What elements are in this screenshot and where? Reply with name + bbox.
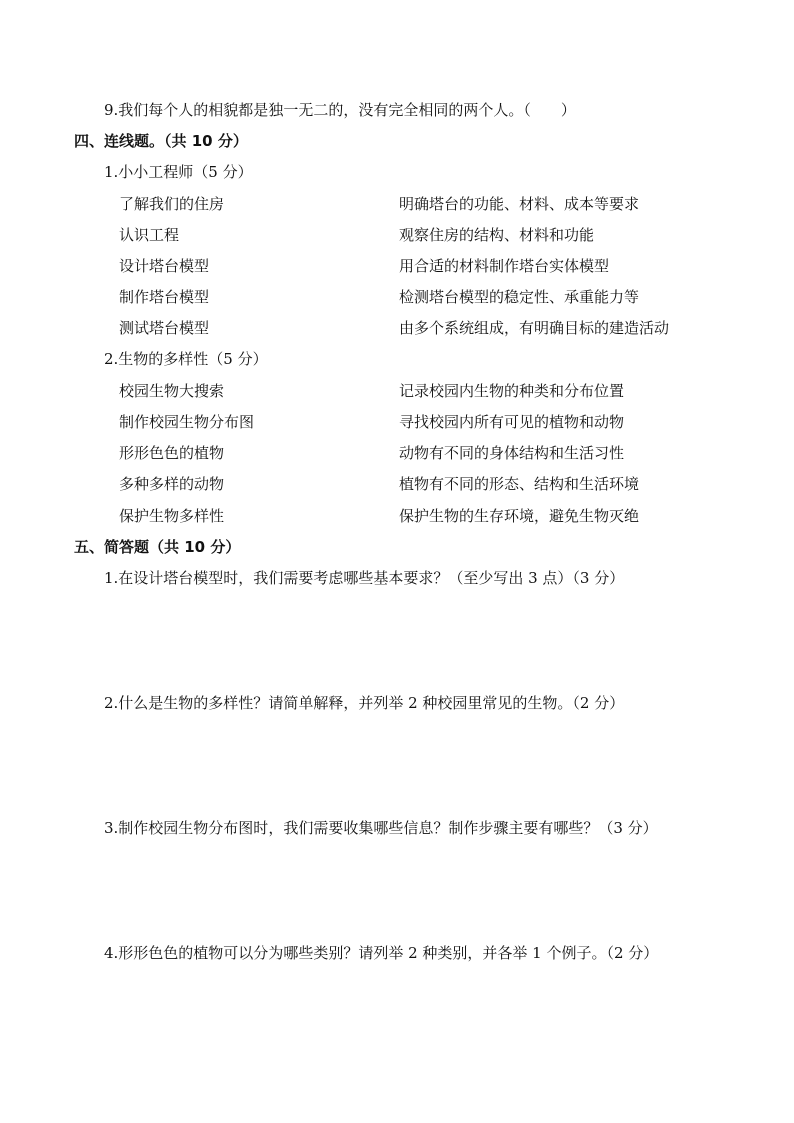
match-left-item: 制作塔台模型 — [119, 288, 210, 306]
match-left-item: 形形色色的植物 — [119, 444, 225, 462]
match-right-item: 由多个系统组成，有明确目标的建造活动 — [399, 319, 670, 337]
match-left-item: 多种多样的动物 — [119, 475, 225, 493]
match-left-item: 测试塔台模型 — [119, 319, 210, 337]
match-left-item: 设计塔台模型 — [119, 257, 210, 275]
short-answer-question-2: 2.什么是生物的多样性？请简单解释，并列举 2 种校园里常见的生物。（2 分） — [104, 694, 625, 712]
section-4-title: 四、连线题。（共 10 分） — [74, 132, 248, 150]
section-5-title: 五、简答题（共 10 分） — [74, 538, 241, 556]
match-right-item: 观察住房的结构、材料和功能 — [399, 226, 595, 244]
match-left-item: 了解我们的住房 — [119, 195, 225, 213]
short-answer-question-4: 4.形形色色的植物可以分为哪些类别？请列举 2 种类别，并各举 1 个例子。（2 分） — [104, 944, 659, 962]
match-left-item: 认识工程 — [119, 226, 180, 244]
matching-part-1-title: 1.小小工程师（5 分） — [104, 163, 253, 181]
match-left-item: 校园生物大搜索 — [119, 382, 225, 400]
true-false-item-9: 9.我们每个人的相貌都是独一无二的，没有完全相同的两个人。（ ） — [104, 101, 576, 119]
match-right-item: 保护生物的生存环境，避免生物灭绝 — [399, 507, 640, 525]
match-left-item: 保护生物多样性 — [119, 507, 225, 525]
match-right-item: 明确塔台的功能、材料、成本等要求 — [399, 195, 640, 213]
short-answer-question-3: 3.制作校园生物分布图时，我们需要收集哪些信息？制作步骤主要有哪些？（3 分） — [104, 819, 658, 837]
match-left-item: 制作校园生物分布图 — [119, 413, 255, 431]
match-right-item: 植物有不同的形态、结构和生活环境 — [399, 475, 640, 493]
match-right-item: 寻找校园内所有可见的植物和动物 — [399, 413, 625, 431]
match-right-item: 动物有不同的身体结构和生活习性 — [399, 444, 625, 462]
matching-part-2-title: 2.生物的多样性（5 分） — [104, 350, 268, 368]
match-right-item: 用合适的材料制作塔台实体模型 — [399, 257, 610, 275]
short-answer-question-1: 1.在设计塔台模型时，我们需要考虑哪些基本要求？（至少写出 3 点）（3 分） — [104, 569, 625, 587]
match-right-item: 记录校园内生物的种类和分布位置 — [399, 382, 625, 400]
match-right-item: 检测塔台模型的稳定性、承重能力等 — [399, 288, 640, 306]
